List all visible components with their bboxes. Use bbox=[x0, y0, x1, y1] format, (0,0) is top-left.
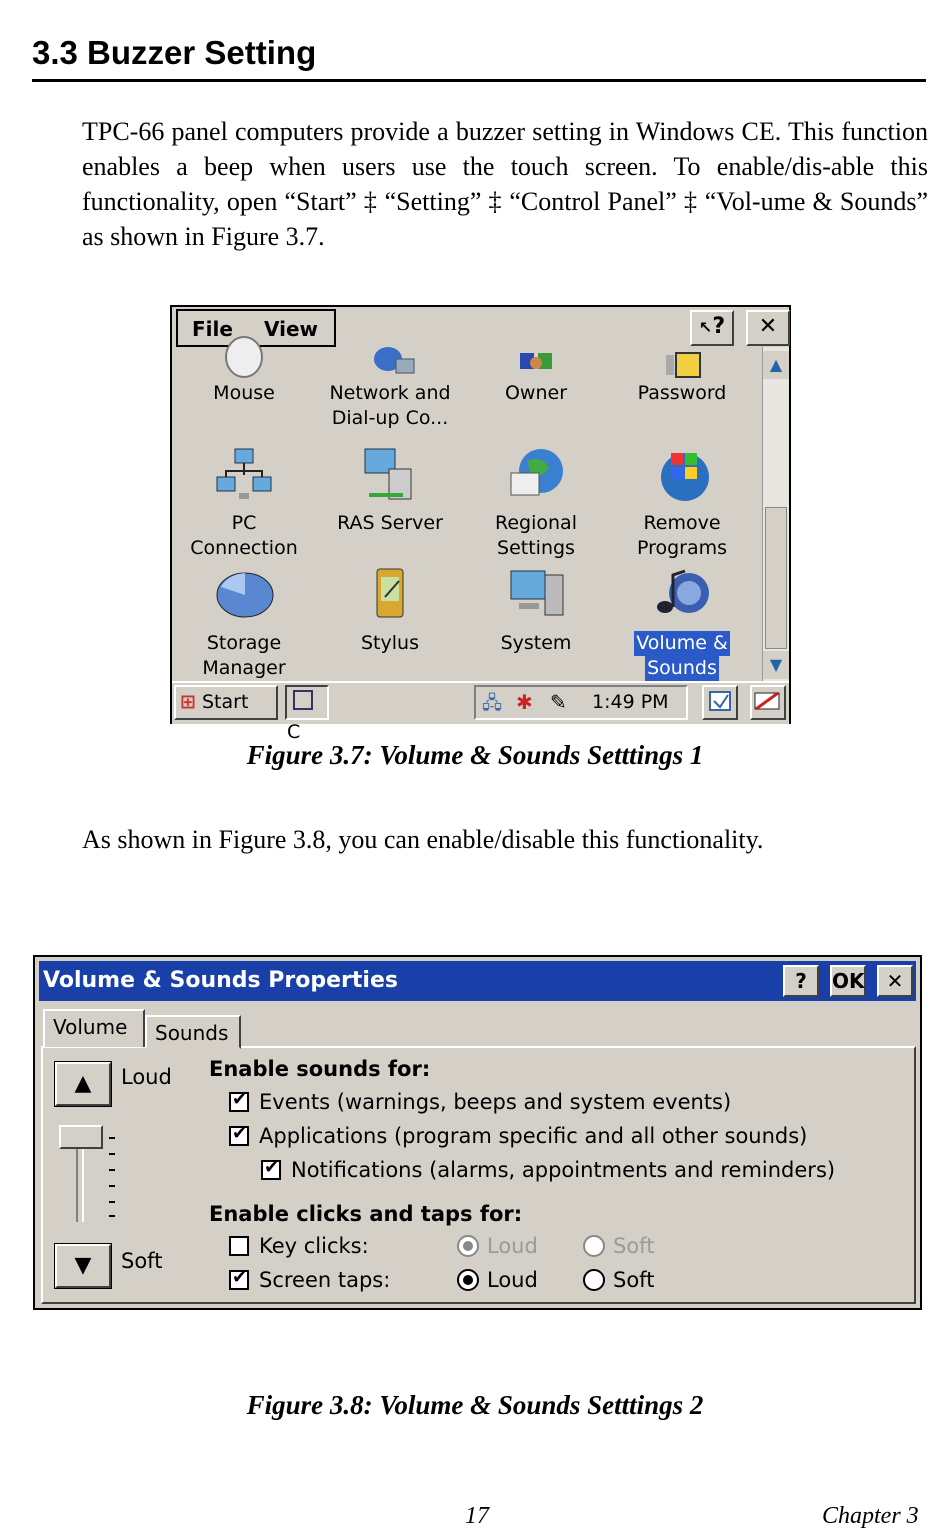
screen-taps-soft-option[interactable]: Soft bbox=[583, 1268, 654, 1292]
control-panel-icon bbox=[293, 690, 313, 710]
screen-taps-option[interactable]: ✔Screen taps: bbox=[229, 1268, 390, 1292]
screen-taps-loud-option[interactable]: Loud bbox=[457, 1268, 538, 1292]
windows-logo-icon: ⊞ bbox=[180, 691, 196, 713]
item-mouse[interactable] bbox=[174, 353, 314, 406]
slider-tick bbox=[109, 1201, 115, 1203]
start-button[interactable]: ⊞ Start bbox=[174, 685, 278, 720]
key-clicks-soft-radio[interactable] bbox=[583, 1235, 605, 1257]
item-label: RAS Server bbox=[337, 512, 443, 534]
input-panel-icon[interactable] bbox=[750, 685, 786, 720]
item-storage-manager[interactable] bbox=[174, 567, 314, 681]
tab-sounds[interactable]: Sounds bbox=[145, 1015, 241, 1049]
dialog-title-bar bbox=[39, 961, 916, 1001]
key-clicks-checkbox[interactable] bbox=[229, 1236, 249, 1256]
item-label-2: Dial-up Co... bbox=[331, 407, 449, 429]
item-network[interactable] bbox=[320, 353, 460, 431]
pc-connection-icon bbox=[213, 445, 275, 507]
icon-grid bbox=[172, 347, 760, 681]
item-label: Owner bbox=[504, 382, 568, 404]
taskbar-task-button[interactable]: C bbox=[285, 685, 329, 720]
system-icon bbox=[505, 567, 567, 629]
figure-caption-2: Figure 3.8: Volume & Sounds Setttings 2 bbox=[246, 1390, 704, 1420]
item-pc-connection[interactable] bbox=[174, 445, 314, 561]
notifications-checkbox[interactable] bbox=[261, 1160, 281, 1180]
chapter-label: Chapter 3 bbox=[822, 1503, 919, 1529]
item-label-2: Programs bbox=[636, 537, 728, 559]
arrow-down-icon: ▼ bbox=[74, 1253, 92, 1278]
item-stylus[interactable] bbox=[320, 567, 460, 656]
item-regional-settings[interactable] bbox=[466, 445, 606, 561]
storage-manager-icon bbox=[213, 567, 275, 629]
help-button[interactable]: ↖? bbox=[690, 310, 734, 346]
item-remove-programs[interactable] bbox=[612, 445, 752, 561]
volume-sounds-icon bbox=[651, 567, 713, 629]
regional-settings-icon bbox=[505, 445, 567, 507]
owner-icon bbox=[506, 353, 566, 381]
arrow-up-icon: ▲ bbox=[74, 1071, 92, 1096]
screen-taps-loud-radio[interactable] bbox=[457, 1269, 479, 1291]
menu-file[interactable]: File bbox=[192, 317, 233, 341]
volume-sounds-properties-screenshot bbox=[33, 955, 922, 1310]
item-label: Mouse bbox=[213, 382, 275, 404]
desktop-icon[interactable] bbox=[702, 685, 738, 720]
dialog-title: Volume & Sounds Properties bbox=[43, 968, 398, 993]
item-label-2: Manager bbox=[202, 657, 286, 679]
slider-tick bbox=[109, 1185, 115, 1187]
item-ras-server[interactable] bbox=[320, 445, 460, 536]
volume-slider-thumb[interactable] bbox=[59, 1125, 103, 1149]
clock[interactable]: 1:49 PM bbox=[592, 691, 669, 713]
heading-rule bbox=[32, 79, 926, 82]
item-label: Password bbox=[637, 382, 727, 404]
scroll-thumb[interactable] bbox=[765, 507, 787, 649]
applications-option[interactable]: ✔Applications (program specific and all other sounds) bbox=[229, 1124, 807, 1148]
volume-down-button[interactable] bbox=[55, 1244, 111, 1288]
slider-tick bbox=[109, 1137, 115, 1139]
item-label: Volume & bbox=[636, 632, 728, 654]
applications-checkbox[interactable] bbox=[229, 1126, 249, 1146]
screen-taps-checkbox[interactable] bbox=[229, 1270, 249, 1290]
volume-loud-label: Loud bbox=[121, 1065, 172, 1089]
body-paragraph: As shown in Figure 3.8, you can enable/disable this functionality. bbox=[82, 825, 764, 854]
item-system[interactable] bbox=[466, 567, 606, 656]
page-number: 17 bbox=[465, 1503, 489, 1529]
password-icon bbox=[652, 353, 712, 381]
device-tray-icon[interactable]: ✎ bbox=[550, 690, 567, 714]
vertical-scrollbar[interactable] bbox=[762, 347, 789, 681]
ras-server-icon bbox=[359, 445, 421, 507]
scroll-up-icon[interactable]: ▲ bbox=[763, 351, 789, 379]
item-label-2: Sounds bbox=[647, 657, 717, 679]
screen-taps-soft-radio[interactable] bbox=[583, 1269, 605, 1291]
volume-soft-label: Soft bbox=[121, 1249, 163, 1273]
item-label: PC bbox=[231, 512, 257, 534]
system-tray bbox=[474, 685, 688, 720]
figure-caption-1: Figure 3.7: Volume & Sounds Setttings 1 bbox=[246, 740, 704, 770]
slider-tick bbox=[109, 1153, 115, 1155]
key-clicks-loud-option[interactable]: Loud bbox=[457, 1234, 538, 1258]
intro-paragraph: TPC-66 panel computers provide a buzzer setting in Windows CE. This function enables a beep when users use the touch screen. To enable/dis-able this functionality, open “Start” ‡ “Setting” ‡ “Control Panel” ‡ “Vol-ume & Sounds” as shown in Figure 3.7. bbox=[82, 117, 928, 251]
slider-tick bbox=[109, 1215, 115, 1217]
item-volume-sounds[interactable] bbox=[612, 567, 752, 681]
stylus-icon bbox=[359, 567, 421, 629]
remove-programs-icon bbox=[651, 445, 713, 507]
item-label: Regional bbox=[495, 512, 577, 534]
slider-tick bbox=[109, 1169, 115, 1171]
item-label: Storage bbox=[206, 632, 282, 654]
key-clicks-soft-option[interactable]: Soft bbox=[583, 1234, 654, 1258]
item-label: Network and bbox=[329, 382, 451, 404]
enable-sounds-label: Enable sounds for: bbox=[209, 1057, 431, 1081]
notifications-option[interactable]: ✔Notifications (alarms, appointments and reminders) bbox=[261, 1158, 835, 1182]
close-button[interactable]: ✕ bbox=[746, 310, 790, 346]
enable-clicks-label: Enable clicks and taps for: bbox=[209, 1202, 523, 1226]
tab-volume[interactable]: Volume bbox=[43, 1009, 145, 1047]
item-owner[interactable] bbox=[466, 353, 606, 406]
taskbar bbox=[172, 681, 789, 743]
help-button[interactable]: ? bbox=[783, 965, 819, 997]
scroll-down-icon[interactable]: ▼ bbox=[763, 651, 789, 679]
events-option[interactable]: ✔Events (warnings, beeps and system events) bbox=[229, 1090, 731, 1114]
item-label: System bbox=[500, 632, 572, 654]
connection-tray-icon[interactable]: ✱ bbox=[516, 690, 533, 714]
item-label: Remove bbox=[643, 512, 721, 534]
key-clicks-option[interactable]: Key clicks: bbox=[229, 1234, 369, 1258]
volume-up-button[interactable] bbox=[55, 1062, 111, 1106]
item-label-2: Connection bbox=[190, 537, 298, 559]
ok-button[interactable]: OK bbox=[830, 965, 866, 997]
events-checkbox[interactable] bbox=[229, 1092, 249, 1112]
item-label-2: Settings bbox=[497, 537, 575, 559]
network-icon bbox=[360, 353, 420, 381]
section-heading: 3.3 Buzzer Setting bbox=[32, 34, 317, 71]
close-button[interactable]: ✕ bbox=[877, 965, 913, 997]
control-panel-screenshot bbox=[170, 305, 791, 743]
key-clicks-loud-radio[interactable] bbox=[457, 1235, 479, 1257]
item-password[interactable] bbox=[612, 353, 752, 406]
item-label: Stylus bbox=[361, 632, 419, 654]
mouse-icon bbox=[214, 353, 274, 381]
network-tray-icon[interactable]: 🖧 bbox=[482, 693, 503, 714]
menu-view[interactable]: View bbox=[264, 317, 319, 341]
